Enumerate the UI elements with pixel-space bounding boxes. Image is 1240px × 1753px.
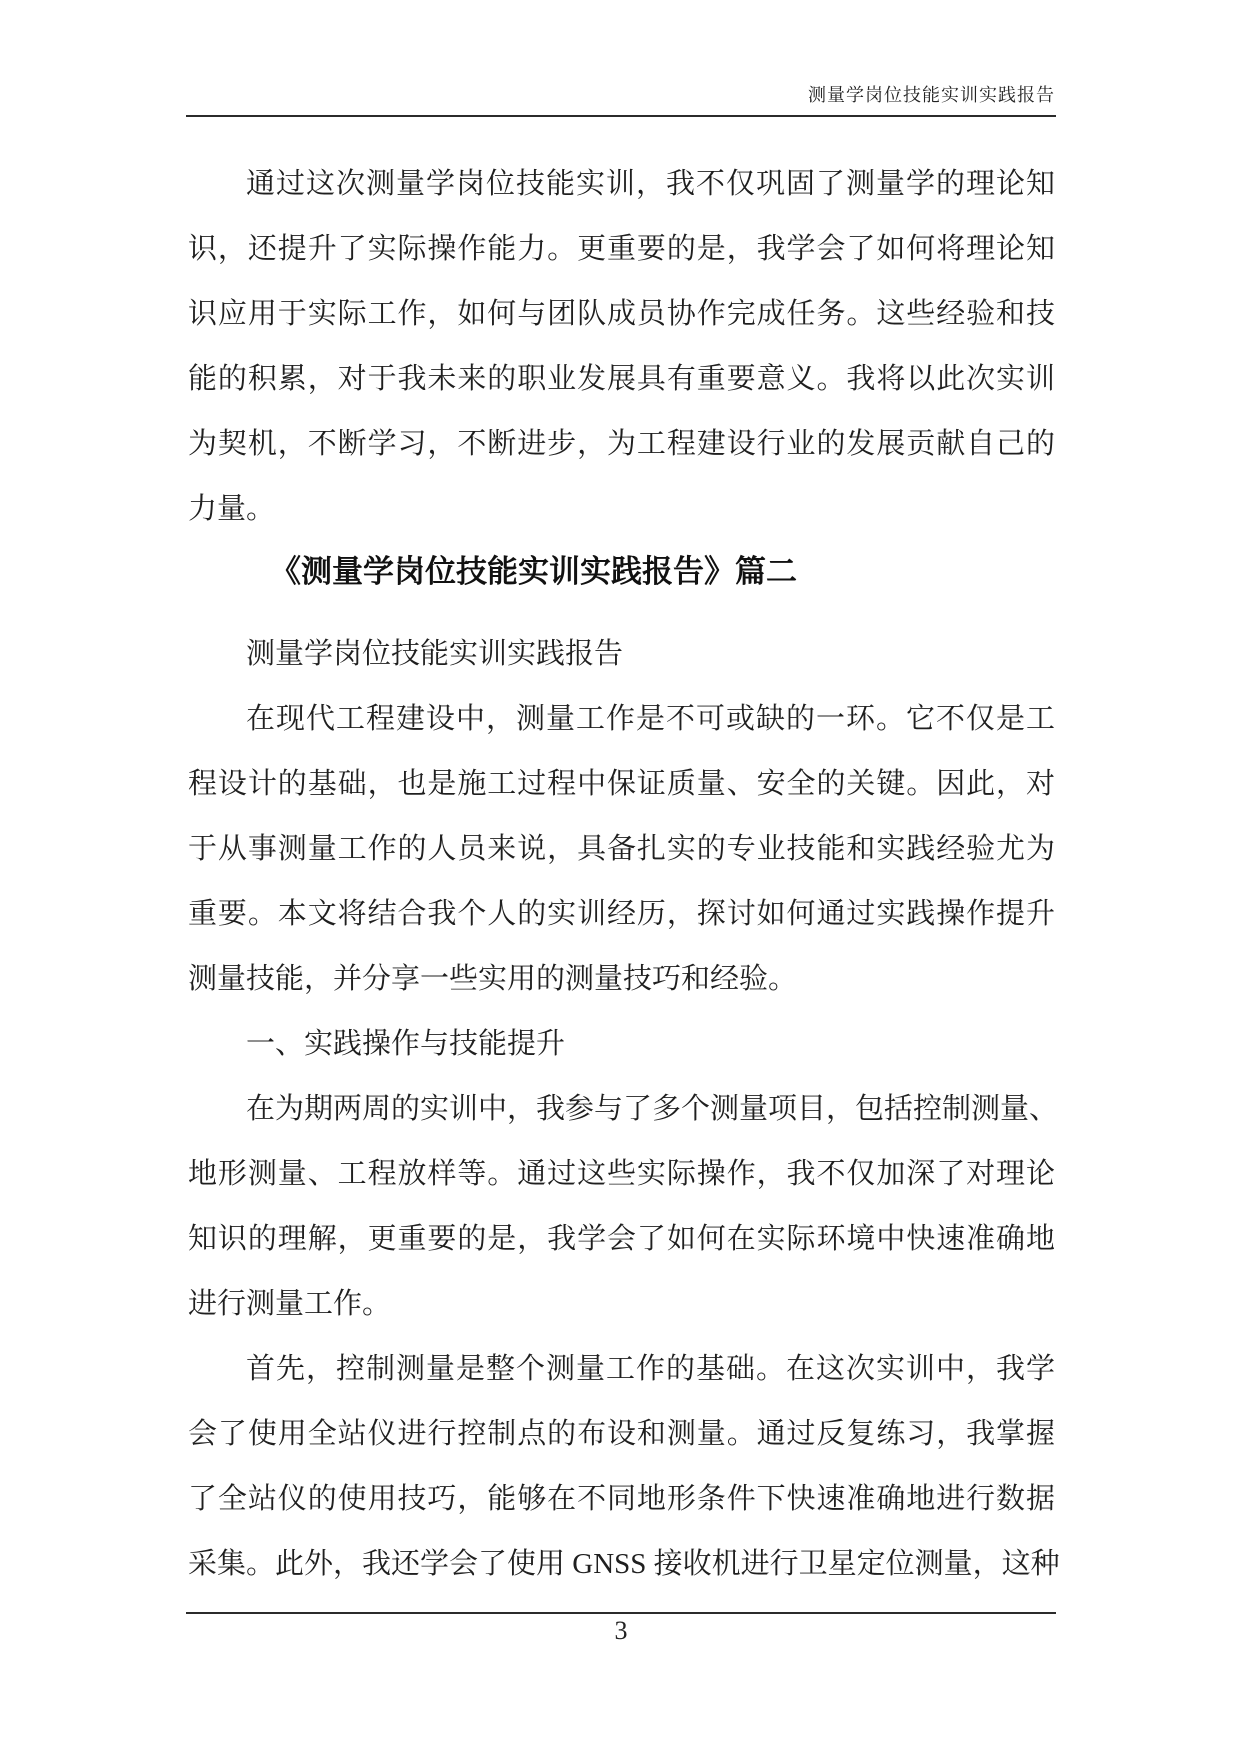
footer-rule [186, 1612, 1056, 1614]
text-line: 识应用于实际工作，如何与团队成员协作完成任务。这些经验和技 [188, 298, 1055, 330]
text-line: 一、实践操作与技能提升 [246, 1028, 566, 1060]
text-line: 重要。本文将结合我个人的实训经历，探讨如何通过实践操作提升 [188, 898, 1055, 930]
text-line: 地形测量、工程放样等。通过这些实际操作，我不仅加深了对理论 [188, 1158, 1055, 1190]
text-line: 进行测量工作。 [188, 1288, 392, 1320]
document-body [188, 152, 1060, 1597]
text-line: 能的积累，对于我未来的职业发展具有重要意义。我将以此次实训 [188, 363, 1055, 395]
section-heading: 《测量学岗位技能实训实践报告》篇二 [270, 554, 797, 589]
text-line: 测量学岗位技能实训实践报告 [246, 638, 624, 670]
paragraph [188, 622, 1055, 687]
text-line: 会了使用全站仪进行控制点的布设和测量。通过反复练习，我掌握 [188, 1418, 1055, 1450]
text-line: 力量。 [188, 493, 276, 525]
running-header-title: 测量学岗位技能实训实践报告 [808, 85, 1055, 105]
text-line: 首先，控制测量是整个测量工作的基础。在这次实训中，我学 [246, 1353, 1055, 1385]
text-line: 为契机，不断学习，不断进步，为工程建设行业的发展贡献自己的 [188, 428, 1055, 460]
paragraph [188, 1077, 1059, 1337]
text-line: 在为期两周的实训中，我参与了多个测量项目，包括控制测量、 [246, 1093, 1059, 1125]
text-line: 程设计的基础，也是施工过程中保证质量、安全的关键。因此，对 [188, 768, 1055, 800]
text-line: 测量技能，并分享一些实用的测量技巧和经验。 [188, 963, 798, 995]
paragraph [188, 152, 1055, 542]
page-number: 3 [614, 1616, 628, 1645]
text-line: 通过这次测量学岗位技能实训，我不仅巩固了测量学的理论知 [246, 168, 1055, 200]
text-line: 了全站仪的使用技巧，能够在不同地形条件下快速准确地进行数据 [188, 1483, 1055, 1515]
paragraph [188, 1337, 1060, 1597]
header-rule [186, 115, 1056, 117]
text-line: 知识的理解，更重要的是，我学会了如何在实际环境中快速准确地 [188, 1223, 1055, 1255]
text-line: 采集。此外，我还学会了使用 GNSS 接收机进行卫星定位测量，这种 [188, 1548, 1060, 1580]
paragraph [188, 1012, 1055, 1077]
text-line: 于从事测量工作的人员来说，具备扎实的专业技能和实践经验尤为 [188, 833, 1055, 865]
text-line: 在现代工程建设中，测量工作是不可或缺的一环。它不仅是工 [246, 703, 1055, 735]
paragraph [188, 687, 1055, 1012]
text-line: 识，还提升了实际操作能力。更重要的是，我学会了如何将理论知 [188, 233, 1055, 265]
